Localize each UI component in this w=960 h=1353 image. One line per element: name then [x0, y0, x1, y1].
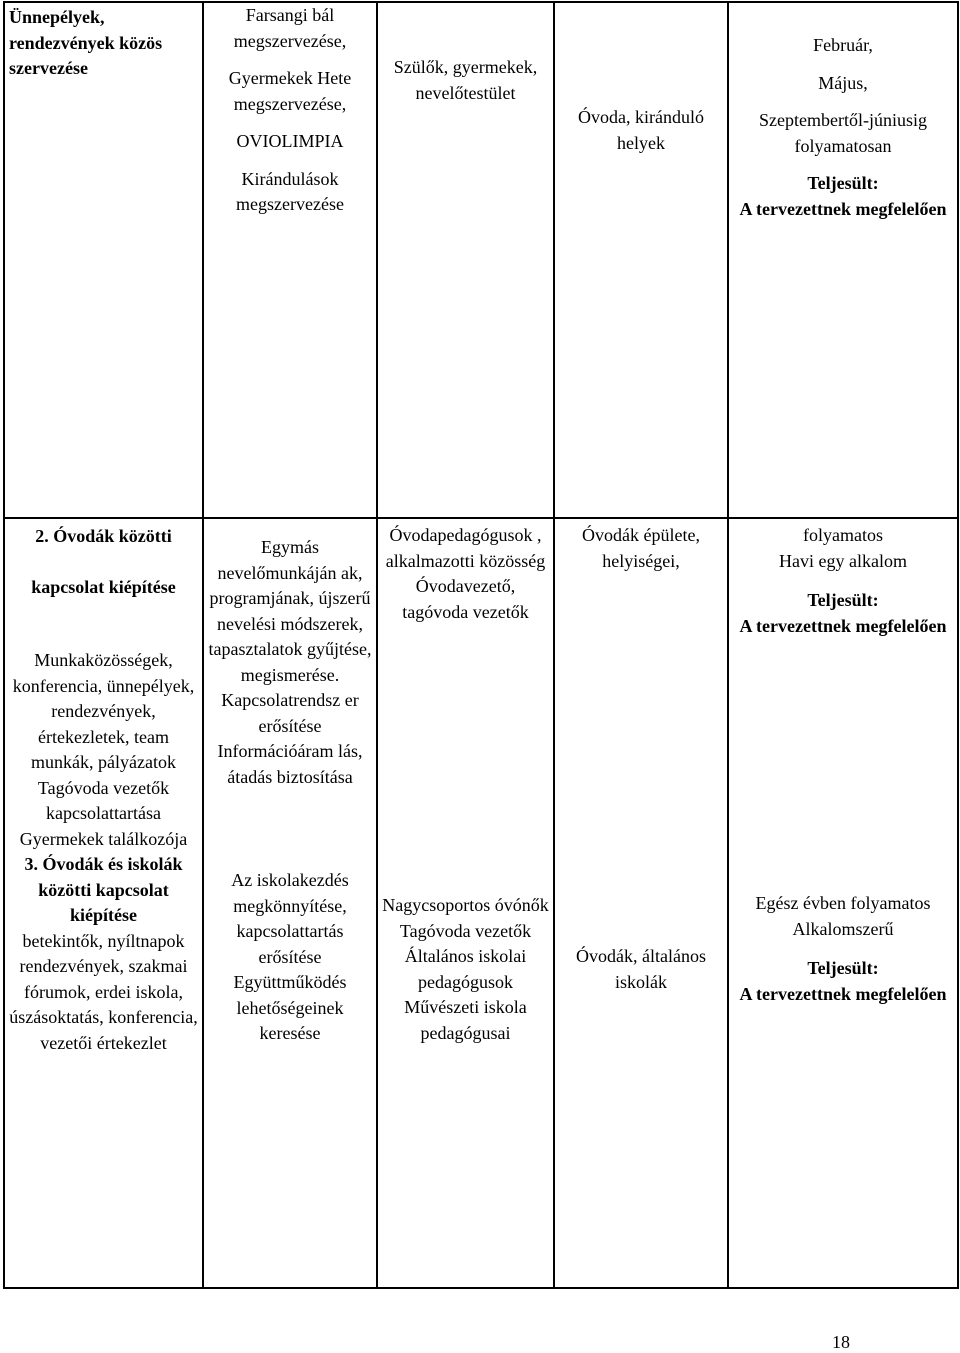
timing-cell — [728, 518, 958, 1288]
activity-item: Farsangi bál megszervezése, — [233, 5, 347, 51]
table-row — [4, 518, 958, 1288]
timing-item: Május, — [818, 72, 868, 93]
participants-text: Nagycsoportos óvónők Tagóvoda vezetők Általános iskolai pedagógusok Művészeti iskola pedagógusai — [382, 895, 549, 1043]
location-cell — [554, 2, 728, 518]
task-description: betekintők, nyíltnapok rendezvények, szakmai fórumok, erdei iskola, úszásoktatás, konferencia, vezetői értekezlet — [9, 930, 198, 1053]
timing-cell — [728, 2, 958, 518]
participants-text: Szülők, gyermekek, nevelőtestület — [393, 57, 538, 103]
location-text: Óvodák, általános iskolák — [576, 946, 706, 992]
timing-item: Havi egy alkalom — [779, 550, 907, 571]
participants-cell — [377, 518, 554, 1288]
location-cell — [554, 518, 728, 1288]
status-value: A tervezettnek megfelelően — [739, 983, 947, 1004]
status-value: A tervezettnek megfelelően — [739, 198, 947, 219]
status-label: Teljesült: — [807, 958, 879, 978]
task-cell — [4, 2, 203, 518]
task-title: 2. Óvodák közötti — [35, 526, 172, 546]
timing-item: Szeptembertől-júniusig folyamatosan — [759, 110, 927, 156]
activity-item: OVIOLIMPIA — [236, 131, 344, 151]
plan-table — [3, 1, 959, 1289]
task-title: kapcsolat kiépítése — [31, 576, 176, 597]
status-label: Teljesült: — [807, 173, 879, 193]
task-cell — [4, 518, 203, 1288]
status-label: Teljesült: — [807, 590, 879, 610]
timing-item: folyamatos — [803, 525, 883, 545]
page-number: 18 — [832, 1332, 850, 1352]
location-text: Óvoda, kiránduló helyek — [578, 107, 704, 153]
participants-cell — [377, 2, 554, 518]
location-text: Óvodák épülete, helyiségei, — [582, 525, 700, 571]
status-value: A tervezettnek megfelelően — [739, 615, 947, 636]
task-title: Ünnepélyek, rendezvények közös szervezése — [9, 7, 163, 78]
participants-text: Óvodapedagógusok , alkalmazotti közösség Óvodavezető, tagóvoda vezetők — [385, 525, 546, 622]
activities-cell — [203, 518, 377, 1288]
task-title: 3. Óvodák és iskolák közötti kapcsolat kiépítése — [24, 854, 183, 925]
activity-item: Kirándulások megszervezése — [236, 168, 344, 214]
activity-text: Egymás nevelőmunkáján ak, programjának, újszerű nevelési módszerek, tapasztalatok gyűjtése, megismerése. Kapcsolatrendsz er erősítése Információáram lás, átadás biztosítása — [208, 537, 372, 787]
activity-item: Gyermekek Hete megszervezése, — [228, 68, 352, 114]
task-description: Munkaközösségek, konferencia, ünnepélyek, rendezvények, értekezletek, team munkák, pályázatok Tagóvoda vezetők kapcsolattartása Gyermekek találkozója — [12, 650, 195, 849]
activity-text: Az iskolakezdés megkönnyítése, kapcsolattartás erősítése Együttműködés lehetőségeinek keresése — [231, 870, 349, 1043]
timing-item: Alkalomszerű — [792, 918, 894, 939]
table-row — [4, 2, 958, 518]
activities-cell — [203, 2, 377, 518]
timing-item: Egész évben folyamatos — [755, 893, 931, 913]
timing-item: Február, — [813, 35, 873, 55]
